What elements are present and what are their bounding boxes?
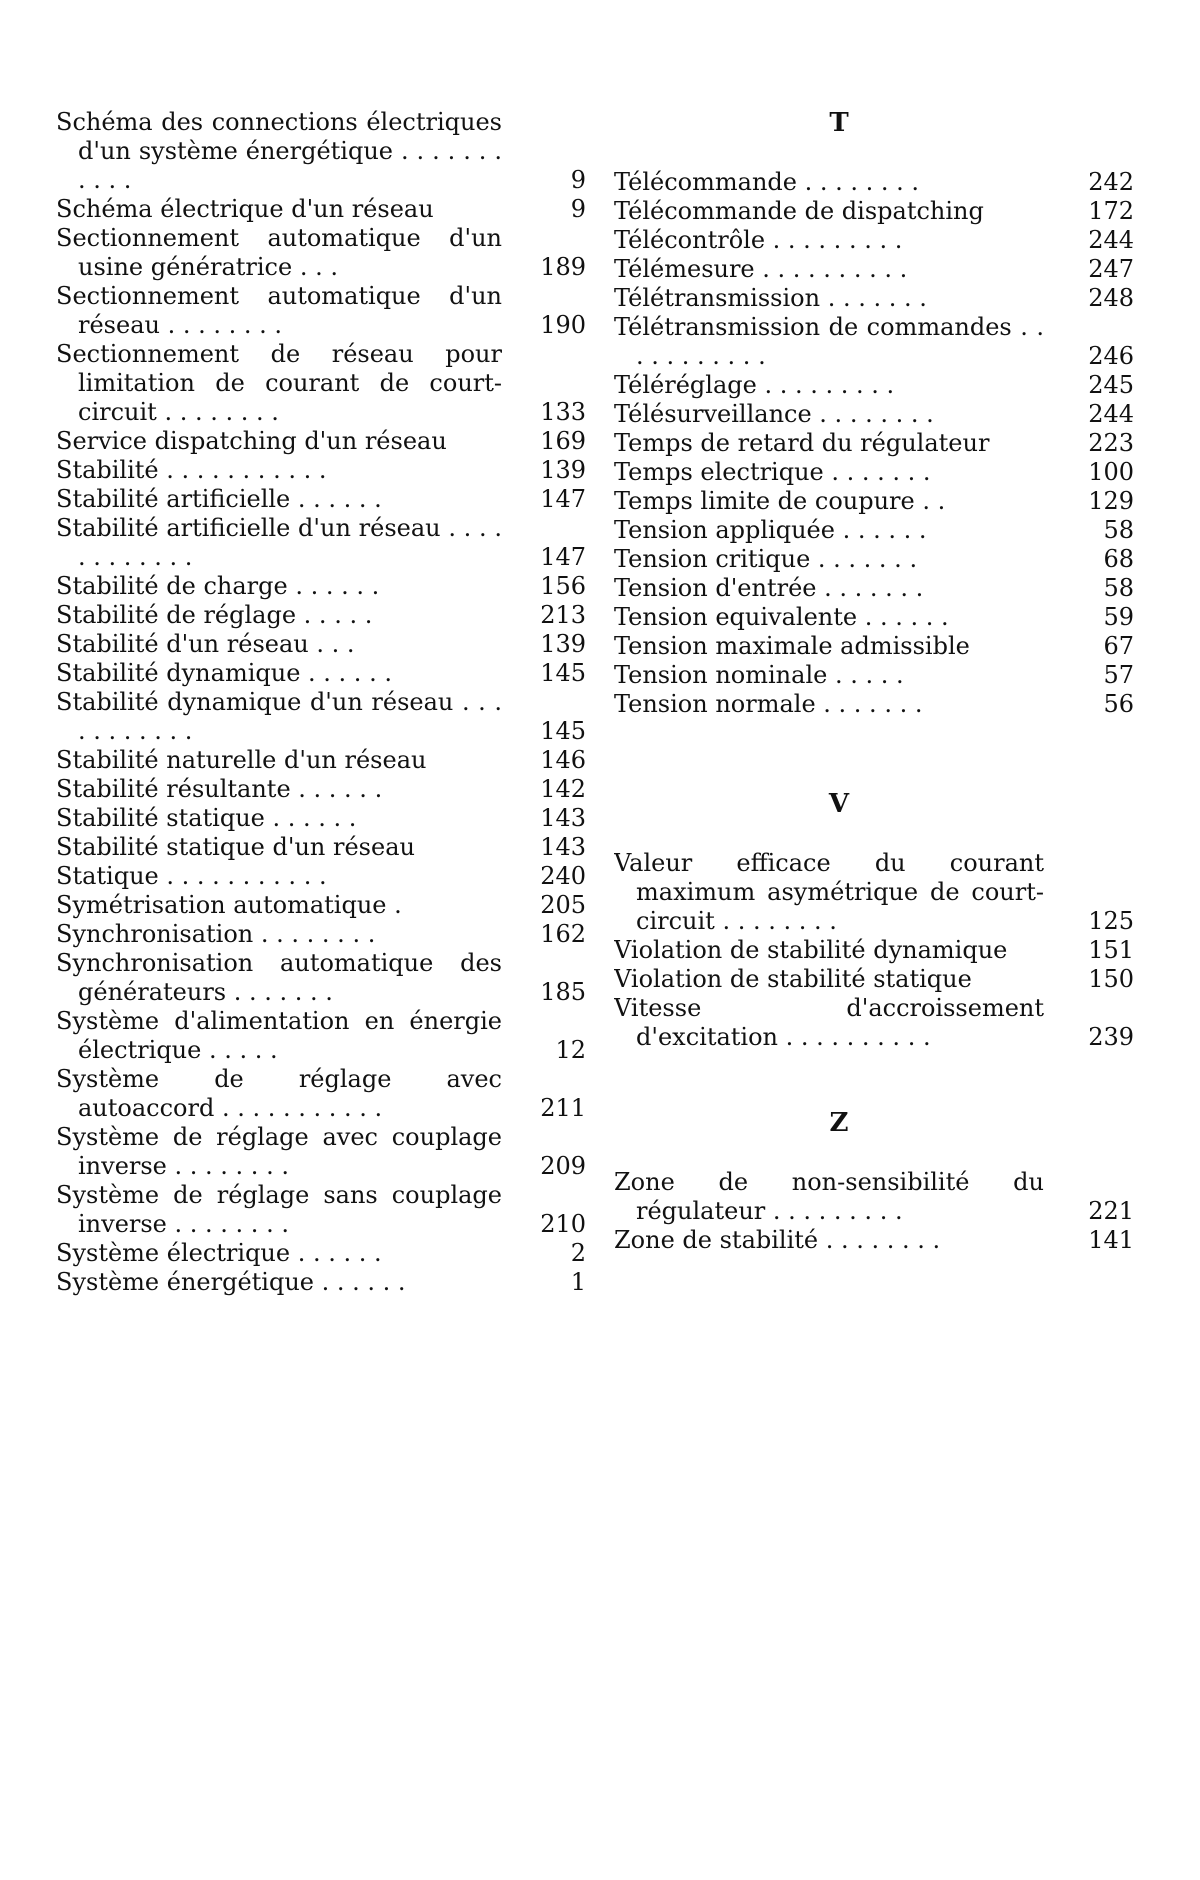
index-term: Télétransmission . . . . . . . <box>614 284 927 312</box>
index-term: Violation de stabilité statique <box>614 965 972 993</box>
page-number: 56 <box>1103 690 1134 718</box>
index-entry <box>614 226 1134 255</box>
index-term: Sectionnement automatique d'un usine génératrice . . . <box>56 224 502 281</box>
page-number: 172 <box>1088 197 1134 225</box>
page-number: 242 <box>1088 168 1134 196</box>
index-term: Temps limite de coupure . . <box>614 487 946 515</box>
index-entry <box>614 197 1134 226</box>
index-entry <box>56 804 586 833</box>
index-term: Service dispatching d'un réseau <box>56 427 447 455</box>
index-entry <box>56 659 586 688</box>
page-number: 57 <box>1103 661 1134 689</box>
page-number: 185 <box>540 978 586 1006</box>
index-term: Système de réglage avec couplage inverse . . . . . . . . <box>56 1123 502 1180</box>
index-entry <box>614 1168 1134 1226</box>
index-entry <box>56 427 586 456</box>
page-number: 244 <box>1088 400 1134 428</box>
index-term: Vitesse d'accroissement d'excitation . . . . . . . . . . <box>614 994 1044 1051</box>
page-number: 2 <box>570 1239 586 1267</box>
page-number: 145 <box>540 717 586 745</box>
index-entry <box>56 833 586 862</box>
index-term: Tension maximale admissible <box>614 632 970 660</box>
page-number: 247 <box>1088 255 1134 283</box>
index-entry <box>56 1268 586 1297</box>
index-term: Stabilité artificielle . . . . . . <box>56 485 382 513</box>
page-number: 211 <box>540 1094 586 1122</box>
page-number: 141 <box>1088 1226 1134 1254</box>
page-number: 244 <box>1088 226 1134 254</box>
page-number: 143 <box>540 833 586 861</box>
index-entry <box>614 516 1134 545</box>
index-term: Tension appliquée . . . . . . <box>614 516 927 544</box>
page-number: 9 <box>570 195 586 223</box>
page-number: 100 <box>1088 458 1134 486</box>
index-term: Stabilité naturelle d'un réseau <box>56 746 427 774</box>
index-term: Téléréglage . . . . . . . . . <box>614 371 895 399</box>
index-entry <box>614 632 1134 661</box>
index-entry <box>56 688 586 746</box>
page-number: 147 <box>540 543 586 571</box>
index-term: Temps electrique . . . . . . . <box>614 458 931 486</box>
index-entry <box>56 514 586 572</box>
page-number: 145 <box>540 659 586 687</box>
index-entry <box>614 429 1134 458</box>
index-entry <box>614 574 1134 603</box>
index-entry <box>614 487 1134 516</box>
page-number: 142 <box>540 775 586 803</box>
page-number: 12 <box>555 1036 586 1064</box>
section-letter-t: T <box>829 108 849 138</box>
index-entry <box>56 949 586 1007</box>
index-entry <box>56 862 586 891</box>
page-number: 248 <box>1088 284 1134 312</box>
index-term: Zone de stabilité . . . . . . . . <box>614 1226 941 1254</box>
page-number: 133 <box>540 398 586 426</box>
section-gap <box>614 719 1134 789</box>
page-number: 129 <box>1088 487 1134 515</box>
page-number: 68 <box>1103 545 1134 573</box>
index-term: Tension d'entrée . . . . . . . <box>614 574 924 602</box>
index-entry <box>56 195 586 224</box>
index-entry <box>614 690 1134 719</box>
page-number: 223 <box>1088 429 1134 457</box>
page-number: 169 <box>540 427 586 455</box>
page-number: 139 <box>540 456 586 484</box>
index-term: Télécontrôle . . . . . . . . . <box>614 226 903 254</box>
index-column-left <box>56 108 586 1297</box>
page-number: 245 <box>1088 371 1134 399</box>
page-number: 1 <box>570 1268 586 1296</box>
index-entry <box>56 601 586 630</box>
index-term: Sectionnement automatique d'un réseau . . . . . . . . <box>56 282 502 339</box>
index-entry <box>56 920 586 949</box>
page-number: 59 <box>1103 603 1134 631</box>
page-number: 162 <box>540 920 586 948</box>
index-entry <box>614 168 1134 197</box>
index-term: Système électrique . . . . . . <box>56 1239 382 1267</box>
index-term: Statique . . . . . . . . . . . <box>56 862 327 890</box>
index-entry <box>614 371 1134 400</box>
index-entry <box>56 746 586 775</box>
page-number: 189 <box>540 253 586 281</box>
index-entry <box>614 603 1134 632</box>
page-number: 239 <box>1088 1023 1134 1051</box>
page-number: 240 <box>540 862 586 890</box>
index-term: Télécommande de dispatching <box>614 197 984 225</box>
index-term: Télésurveillance . . . . . . . . <box>614 400 934 428</box>
index-entry <box>56 630 586 659</box>
index-entry <box>56 1123 586 1181</box>
index-entry <box>614 849 1134 936</box>
index-term: Système de réglage sans couplage inverse . . . . . . . . <box>56 1181 502 1238</box>
index-term: Stabilité résultante . . . . . . <box>56 775 383 803</box>
page-number: 58 <box>1103 574 1134 602</box>
page-number: 125 <box>1088 907 1134 935</box>
index-term: Tension equivalente . . . . . . <box>614 603 949 631</box>
index-term: Symétrisation automatique . <box>56 891 402 919</box>
section-letter-v: V <box>828 789 850 819</box>
page-number: 9 <box>570 166 586 194</box>
page-number: 221 <box>1088 1197 1134 1225</box>
page-number: 205 <box>540 891 586 919</box>
section-gap <box>614 1052 1134 1108</box>
index-term: Stabilité dynamique d'un réseau . . . . . . . . . . . <box>56 688 502 745</box>
page-number: 143 <box>540 804 586 832</box>
page-number: 209 <box>540 1152 586 1180</box>
index-term: Système énergétique . . . . . . <box>56 1268 406 1296</box>
index-term: Synchronisation automatique des générateurs . . . . . . . <box>56 949 502 1006</box>
index-entry <box>614 400 1134 429</box>
index-term: Stabilité de réglage . . . . . <box>56 601 373 629</box>
index-term: Télémesure . . . . . . . . . . <box>614 255 908 283</box>
index-entry <box>56 1007 586 1065</box>
index-entry <box>56 775 586 804</box>
page-number: 190 <box>540 311 586 339</box>
index-entry <box>56 456 586 485</box>
index-term: Schéma des connections électriques d'un système énergétique . . . . . . . . . . . <box>56 108 502 194</box>
page-number: 213 <box>540 601 586 629</box>
index-term: Schéma électrique d'un réseau <box>56 195 434 223</box>
index-entry <box>614 284 1134 313</box>
index-entry <box>614 965 1134 994</box>
index-entry <box>56 108 586 195</box>
index-term: Tension nominale . . . . . <box>614 661 904 689</box>
index-entry <box>614 661 1134 690</box>
index-entry <box>614 255 1134 284</box>
page-number: 156 <box>540 572 586 600</box>
index-term: Stabilité . . . . . . . . . . . <box>56 456 327 484</box>
index-term: Stabilité statique . . . . . . <box>56 804 357 832</box>
index-entry <box>56 340 586 427</box>
page-number: 67 <box>1103 632 1134 660</box>
page-number: 139 <box>540 630 586 658</box>
index-entry <box>614 545 1134 574</box>
index-entry <box>614 994 1134 1052</box>
index-term: Temps de retard du régulateur <box>614 429 990 457</box>
index-entry <box>56 224 586 282</box>
index-term: Télécommande . . . . . . . . <box>614 168 920 196</box>
index-entry <box>614 1226 1134 1255</box>
page-number: 151 <box>1088 936 1134 964</box>
page-number: 146 <box>540 746 586 774</box>
index-term: Télétransmission de commandes . . . . . . . . . . . <box>614 313 1044 370</box>
page-number: 246 <box>1088 342 1134 370</box>
index-entry <box>56 1181 586 1239</box>
index-term: Zone de non-sensibilité du régulateur . . . . . . . . . <box>614 1168 1044 1225</box>
index-term: Stabilité dynamique . . . . . . <box>56 659 392 687</box>
index-term: Système d'alimentation en énergie électrique . . . . . <box>56 1007 502 1064</box>
index-entry <box>56 891 586 920</box>
index-term: Système de réglage avec autoaccord . . . . . . . . . . . <box>56 1065 502 1122</box>
index-entry <box>614 458 1134 487</box>
index-entry <box>56 572 586 601</box>
index-entry <box>56 282 586 340</box>
index-term: Synchronisation . . . . . . . . <box>56 920 376 948</box>
index-term: Sectionnement de réseau pour limitation de courant de court-circuit . . . . . . . . <box>56 340 502 426</box>
index-entry <box>56 485 586 514</box>
index-term: Valeur efficace du courant maximum asymétrique de court-circuit . . . . . . . . <box>614 849 1044 935</box>
section-letter-z: Z <box>829 1108 849 1138</box>
index-entry <box>56 1239 586 1268</box>
index-entry <box>56 1065 586 1123</box>
index-term: Stabilité de charge . . . . . . <box>56 572 380 600</box>
index-term: Stabilité d'un réseau . . . <box>56 630 355 658</box>
index-term: Violation de stabilité dynamique <box>614 936 1008 964</box>
page-number: 147 <box>540 485 586 513</box>
page-number: 210 <box>540 1210 586 1238</box>
index-column-right <box>614 108 1134 1255</box>
index-term: Tension critique . . . . . . . <box>614 545 918 573</box>
index-entry <box>614 936 1134 965</box>
index-term: Stabilité artificielle d'un réseau . . . . . . . . . . . . <box>56 514 502 571</box>
index-entry <box>614 313 1134 371</box>
index-term: Stabilité statique d'un réseau <box>56 833 415 861</box>
page-number: 58 <box>1103 516 1134 544</box>
page-number: 150 <box>1088 965 1134 993</box>
index-term: Tension normale . . . . . . . <box>614 690 923 718</box>
